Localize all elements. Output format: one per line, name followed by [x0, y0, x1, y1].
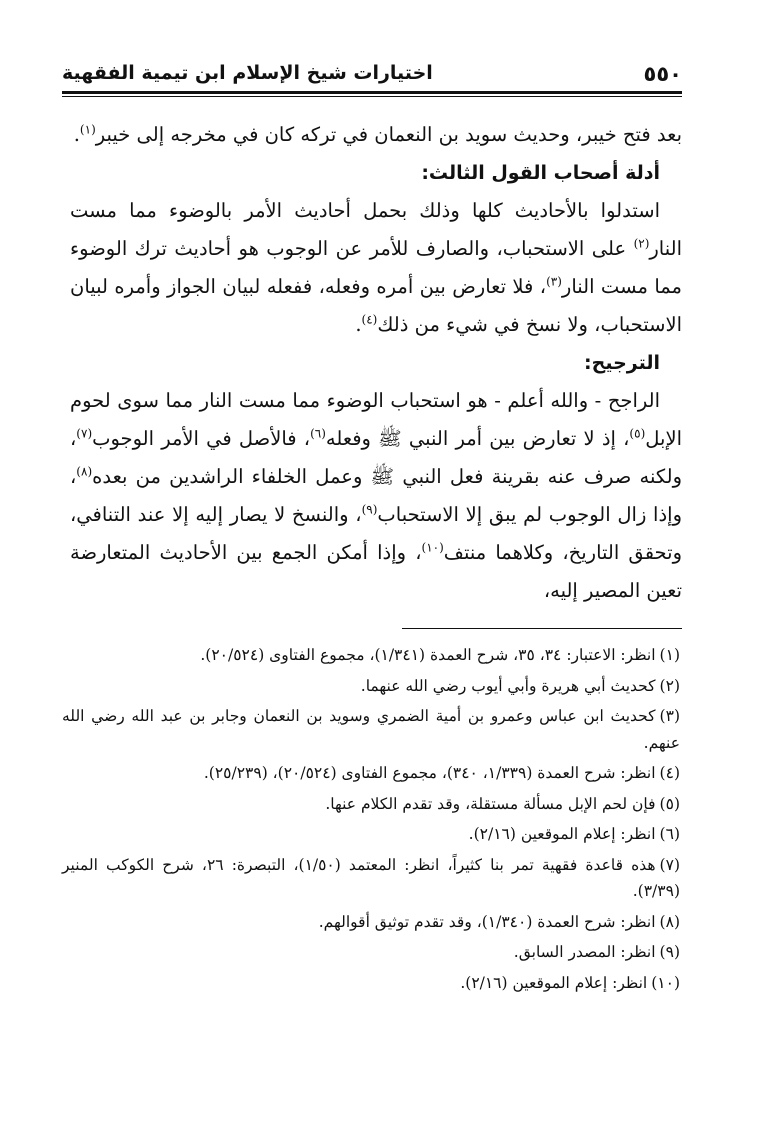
footnote-text: انظر: شرح العمدة (١/٣٣٩، ٣٤٠)، مجموع الفتاوى (٢٠/٥٢٤)، (٢٥/٢٣٩). — [203, 764, 656, 782]
footnote-number: (٧) — [659, 855, 680, 874]
footnote-text: انظر: إعلام الموقعين (٢/١٦). — [468, 825, 656, 843]
paragraph-text: ، فالأصل في الأمر الوجوب — [92, 427, 311, 450]
paragraph-text: ، والنسخ لا يصار إليه إلا عند التنافي، وتحقق التاريخ، وكلاهما منتف — [70, 503, 682, 564]
header-rule-thin — [62, 96, 682, 97]
paragraph-text: بعد فتح خيبر، وحديث سويد بن النعمان في تركه كان في مخرجه إلى خيبر — [95, 123, 682, 146]
footnote-text: انظر: إعلام الموقعين (٢/١٦). — [460, 973, 648, 992]
footnote-text: انظر: الاعتبار: ٣٤، ٣٥، شرح العمدة (١/٣٤١)، مجموع الفتاوى (٢٠/٥٢٤). — [200, 646, 656, 664]
footnote-number: (٦) — [659, 825, 680, 843]
footnote-text: انظر: شرح العمدة (١/٣٤٠)، وقد تقدم توثيق أقوالهم. — [318, 912, 656, 931]
paragraph-text: . — [355, 313, 362, 336]
paragraph-2 — [70, 192, 682, 344]
footnote-number: (١٠) — [651, 973, 680, 992]
paragraph-text: ، وإذا أمكن الجمع بين الأحاديث المتعارضة تعين المصير إليه، — [70, 541, 682, 602]
footnote-ref: (٦) — [310, 426, 326, 441]
footnote — [62, 821, 682, 848]
footnote — [62, 760, 682, 787]
footnote-number: (٤) — [659, 764, 680, 782]
footnote — [62, 703, 682, 756]
footnote-ref: (٥) — [629, 426, 646, 441]
paragraph-3 — [70, 382, 682, 610]
footnotes — [62, 642, 682, 1000]
footnote-ref: (٧) — [76, 426, 93, 441]
footnote-text: هذه قاعدة فقهية تمر بنا كثيراً، انظر: المعتمد (١/٥٠)، التبصرة: ٢٦، شرح الكوكب المنير (٣/٣٩). — [62, 855, 680, 900]
paragraph-text: على الاستحباب، والصارف للأمر عن الوجوب هو أحاديث ترك الوضوء مما مست النار — [70, 237, 682, 298]
footnote-ref: (١٠) — [421, 540, 444, 555]
footnote — [62, 939, 682, 966]
section-heading: الترجيح: — [584, 352, 660, 374]
footnote-ref: (٣) — [546, 274, 562, 289]
footnote-ref: (٤) — [361, 312, 378, 327]
paragraph-1 — [70, 116, 682, 154]
footnote-ref: (٩) — [361, 502, 378, 517]
footnote-ref: (٨) — [76, 464, 93, 479]
footnote-number: (٣) — [659, 707, 680, 725]
paragraph-text: الراجح - والله أعلم - هو استحباب الوضوء مما مست النار مما سوى لحوم الإبل — [70, 389, 682, 450]
main-text — [70, 116, 682, 610]
footnote — [62, 642, 682, 669]
footnote-number: (٨) — [659, 912, 680, 931]
footnote — [62, 970, 682, 997]
page-header — [62, 58, 682, 92]
footnote-text: انظر: المصدر السابق. — [513, 943, 656, 961]
section-heading: أدلة أصحاب القول الثالث: — [421, 162, 660, 184]
footnote-number: (١) — [659, 646, 680, 664]
paragraph-text: ، ولكنه صرف عنه بقرينة فعل النبي ﷺ وعمل الخلفاء الراشدين من بعده — [70, 427, 682, 488]
header-rule — [62, 91, 682, 94]
page-number: ٥٥٠ — [643, 62, 682, 86]
paragraph-text: ، فلا تعارض بين أمره وفعله، ففعله لبيان الجواز وأمره لبيان الاستحباب، ولا نسخ في شيء من ذلك — [70, 275, 682, 336]
footnote — [62, 673, 682, 700]
paragraph-text: ، إذ لا تعارض بين أمر النبي ﷺ وفعله — [325, 427, 630, 450]
footnote-ref: (٢) — [633, 236, 650, 251]
footnote-text: كحديث ابن عباس وعمرو بن أمية الضمري وسويد بن النعمان وجابر بن عبد الله رضي الله عنهم. — [62, 707, 680, 752]
footnote-ref: (١) — [79, 122, 96, 137]
footnote-number: (٥) — [659, 794, 680, 813]
footnote — [62, 852, 682, 905]
running-title: اختيارات شيخ الإسلام ابن تيمية الفقهية — [62, 62, 433, 84]
footnote — [62, 791, 682, 818]
footnote-number: (٢) — [659, 676, 680, 695]
paragraph-text: ، وإذا زال الوجوب لم يبق إلا الاستحباب — [70, 465, 682, 526]
paragraph-text: . — [73, 123, 80, 146]
footnote — [62, 909, 682, 936]
footnote-separator — [402, 628, 682, 629]
paragraph-text: استدلوا بالأحاديث كلها وذلك بحمل أحاديث الأمر بالوضوء مما مست النار — [70, 199, 682, 260]
footnote-text: فإن لحم الإبل مسألة مستقلة، وقد تقدم الكلام عنها. — [325, 794, 656, 813]
footnote-text: كحديث أبي هريرة وأبي أيوب رضي الله عنهما. — [360, 676, 656, 695]
footnote-number: (٩) — [659, 943, 680, 961]
